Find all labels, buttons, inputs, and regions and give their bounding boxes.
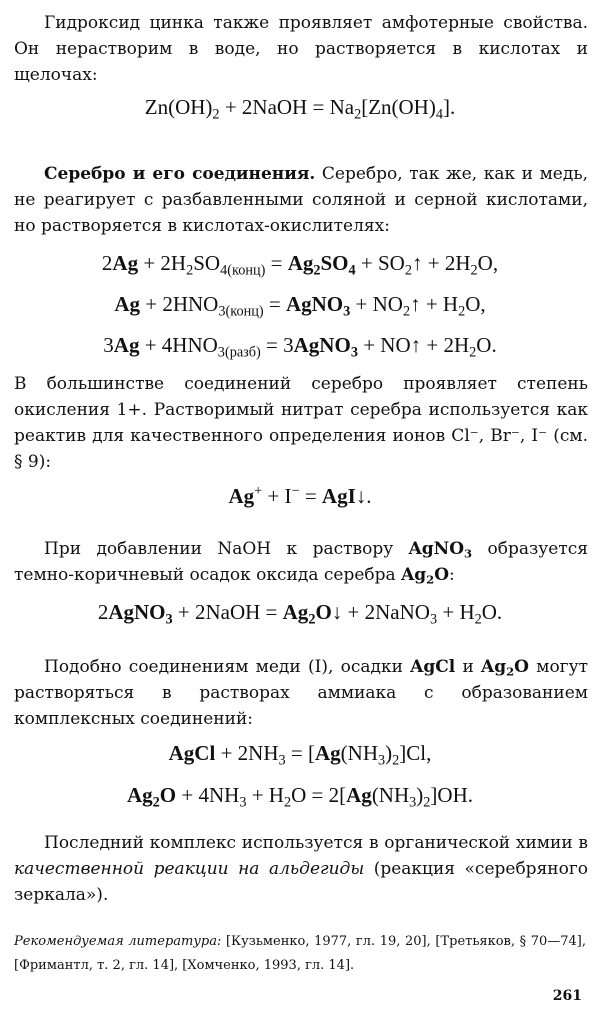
- silver-text: Серебро, так же, как и медь, не реагирует с разбавленными соляной и серной кислотами, но растворяется в кислотах-окислителях:: [14, 164, 588, 236]
- complex-text-before: Последний комплекс используется в органической химии в: [44, 833, 588, 853]
- equation-silver-nitric-conc: $Ag + 2HNO_{3(конц)}$ = AgNO$_3$ + $NO_2↑ + H_2O$,: [114, 292, 486, 320]
- oxidation-paragraph: [14, 371, 588, 475]
- equation-silver-sulfuric: $2Ag + 2H_2SO_{4(конц)} = Ag_2SO_4$ + $SO_2↑ + 2H_2O$,: [101, 251, 499, 279]
- complex-text-after: (реакция «серебряного зеркала»).: [14, 859, 588, 905]
- complex-italic-phrase: качественной реакции на альдегиды: [14, 859, 365, 879]
- equation-silver-nitric-dilute: $3Ag + 4HNO_{3(разб)}$ = 3AgNO$_3$ + NO↑ + $2H_2O$.: [103, 333, 497, 361]
- equation-silver-oxide-ammonia: $Ag_2O + 4NH_3 + H_2O = 2[Ag(NH_3)_2]OH$.: [126, 783, 473, 811]
- intro-paragraph: [14, 10, 588, 88]
- page-number: 261: [552, 988, 582, 1004]
- oxidation-text: В большинстве соединений серебро проявляет степень окисления 1+. Растворимый нитрат серебра используется как реактив для качественного определения ионов Cl⁻, Br⁻, I⁻ (см. § 9):: [14, 374, 588, 472]
- literature-label: Рекомендуемая литература:: [14, 934, 222, 949]
- naoh-text: При добавлении NaOH к раствору AgNO$_3$ образуется темно-коричневый осадок оксида серебра $Ag_2O$:: [14, 539, 588, 587]
- equation-silver-chloride-ammonia: AgCl + $2NH_3 = [Ag(NH_3)_2]Cl$,: [168, 741, 432, 769]
- section-heading-silver: Серебро и его соединения.: [44, 164, 316, 184]
- literature-list: [Кузьменко, 1977, гл. 19, 20], [Третьяков, § 70—74], [Фримантл, т. 2, гл. 14], [Хомченко, 1993, гл. 14].: [14, 934, 587, 973]
- equation-silver-oxide: 2AgNO$_3$ + 2NaOH = $Ag_2O↓$ + 2NaNO$_3$ + $H_2O$.: [97, 600, 503, 628]
- intro-text: Гидроксид цинка также проявляет амфотерные свойства. Он нерастворим в воде, но растворяется в кислотах и щелочах:: [14, 13, 588, 85]
- naoh-paragraph: [14, 536, 588, 588]
- equation-zinc-hydroxide: $Zn(OH)_2$ + 2NaOH = $Na_2[Zn(OH)_4]$.: [144, 95, 456, 123]
- silver-paragraph: [14, 161, 588, 239]
- ammonia-text: Подобно соединениям меди (I), осадки AgCl и $Ag_2O$ могут растворяться в растворах аммиака с образованием комплексных соединений:: [14, 657, 588, 729]
- recommended-literature: [14, 930, 586, 978]
- complex-paragraph: [14, 830, 588, 908]
- ammonia-paragraph: [14, 654, 588, 732]
- equation-silver-iodide: Ag+ + I− = AgI↓.: [228, 483, 372, 508]
